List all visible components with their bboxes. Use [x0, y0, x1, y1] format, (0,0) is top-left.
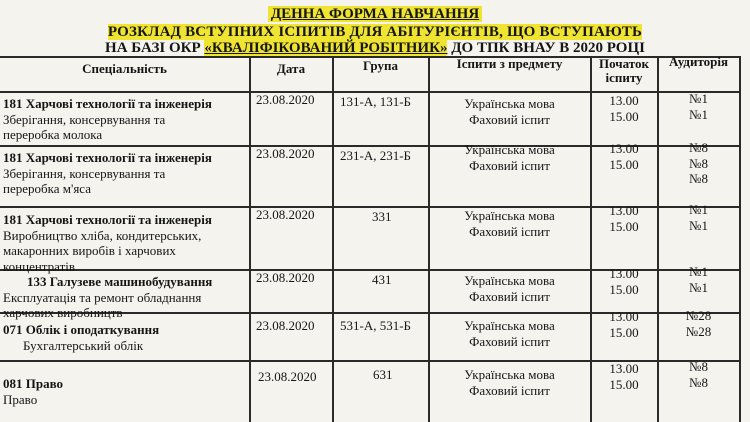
specialty-title: 181 Харчові технології та інженерія: [3, 212, 212, 227]
group-cell: 331: [372, 209, 392, 224]
time-item: 15.00: [609, 108, 639, 124]
exam-item: Українська мова: [464, 208, 555, 223]
specialty-title: 071 Облік і оподаткування: [3, 322, 160, 337]
room-item: №8: [689, 374, 708, 390]
room-item: №8: [689, 140, 708, 155]
exams-cell: [429, 367, 590, 398]
exam-item: Фаховий іспит: [469, 223, 550, 239]
time-item: 13.00: [609, 141, 639, 156]
room-cell: [658, 202, 739, 233]
specialty-line: Бухгалтерський облік: [23, 337, 144, 353]
table-rule: [739, 56, 741, 422]
date-cell: 23.08.2020: [256, 92, 315, 107]
date-cell: 23.08.2020: [256, 270, 315, 285]
room-cell: [658, 264, 739, 295]
specialty-line: Експлуатація та ремонт обладнання: [3, 289, 202, 305]
exam-item: Фаховий іспит: [469, 382, 550, 398]
column-header-group: Група: [362, 58, 398, 73]
time-item: 15.00: [609, 218, 639, 234]
room-item: №28: [685, 308, 712, 323]
column-header-exams: Іспити з предмету: [456, 56, 563, 71]
exam-item: Фаховий іспит: [469, 157, 550, 173]
table-rule: [249, 56, 251, 422]
exam-item: Українська мова: [464, 318, 555, 333]
specialty-line: харчових виробництв: [3, 305, 123, 320]
date-cell: 23.08.2020: [258, 369, 317, 384]
exam-item: Фаховий іспит: [469, 288, 550, 304]
specialty-cell: [3, 212, 212, 274]
specialty-title: 181 Харчові технології та інженерія: [3, 96, 212, 111]
exams-cell: [429, 318, 590, 349]
date-cell: 23.08.2020: [256, 318, 315, 333]
group-cell: 231-А, 231-Б: [340, 148, 412, 163]
specialty-line: макаронних виробів і харчових: [3, 243, 176, 258]
start-time-cell: [591, 266, 657, 297]
time-item: 15.00: [609, 324, 639, 340]
specialty-line: Право: [3, 391, 38, 407]
document-heading-form: ДЕННА ФОРМА НАВЧАННЯ: [0, 6, 750, 23]
start-time-cell: [591, 361, 657, 392]
exam-item: Українська мова: [464, 367, 555, 382]
group-cell: 431: [372, 272, 392, 287]
exam-item: Фаховий іспит: [469, 333, 550, 349]
exams-cell: [429, 208, 590, 239]
time-item: 13.00: [609, 309, 639, 324]
specialty-cell: [3, 150, 212, 197]
room-item: №1: [689, 91, 708, 106]
room-cell: [658, 91, 739, 122]
exams-cell: [429, 96, 590, 127]
exam-item: Українська мова: [464, 142, 555, 157]
column-header-start-line: Початок: [599, 56, 649, 71]
column-header-start: [591, 57, 657, 85]
column-header-specialty: Спеціальність: [82, 61, 167, 76]
document-heading-subtitle: НА БАЗІ ОКР «КВАЛІФІКОВАНИЙ РОБІТНИК» ДО ТПК ВНАУ В 2020 РОЦІ: [105, 40, 645, 56]
specialty-title: 181 Харчові технології та інженерія: [3, 150, 212, 165]
time-item: 15.00: [609, 376, 639, 392]
column-header-room: Аудиторія: [668, 54, 729, 69]
specialty-line: Виробництво хліба, кондитерських,: [3, 227, 202, 243]
room-cell: [658, 308, 739, 339]
room-cell: [658, 140, 739, 187]
start-time-cell: [591, 141, 657, 172]
column-header-date: Дата: [276, 61, 306, 76]
start-time-cell: [591, 93, 657, 124]
date-cell: 23.08.2020: [256, 207, 315, 222]
exam-item: Фаховий іспит: [469, 111, 550, 127]
time-item: 13.00: [609, 266, 639, 281]
specialty-line: Зберігання, консервування та: [3, 111, 166, 127]
date-cell: 23.08.2020: [256, 146, 315, 161]
room-item: №1: [689, 217, 708, 233]
document-heading-title: РОЗКЛАД ВСТУПНИХ ІСПИТІВ ДЛЯ АБІТУРІЄНТІВ, ЩО ВСТУПАЮТЬ: [107, 24, 643, 40]
exam-item: Українська мова: [464, 273, 555, 288]
room-item: №28: [685, 323, 712, 339]
specialty-title: 133 Галузеве машинобудування: [27, 274, 213, 289]
exam-item: Українська мова: [464, 96, 555, 111]
specialty-cell: [3, 96, 212, 143]
exams-cell: [429, 142, 590, 173]
room-item: №1: [689, 202, 708, 217]
time-item: 13.00: [609, 361, 639, 376]
room-item: №8: [689, 359, 708, 374]
specialty-line: концентратів: [3, 258, 76, 274]
specialty-line: переробка м'яса: [3, 181, 91, 196]
room-item: №8: [689, 171, 708, 186]
specialty-cell: [3, 274, 212, 321]
column-header-start-line: іспиту: [605, 70, 643, 85]
start-time-cell: [591, 309, 657, 340]
room-item: №1: [689, 279, 708, 295]
start-time-cell: [591, 203, 657, 234]
specialty-line: переробка молока: [3, 127, 103, 142]
specialty-title: 081 Право: [3, 376, 64, 391]
time-item: 13.00: [609, 93, 639, 108]
group-cell: 531-А, 531-Б: [340, 318, 412, 333]
specialty-line: Зберігання, консервування та: [3, 165, 166, 181]
time-item: 15.00: [609, 156, 639, 172]
specialty-cell: [3, 376, 63, 407]
specialty-cell: [3, 322, 159, 353]
time-item: 15.00: [609, 281, 639, 297]
exams-cell: [429, 273, 590, 304]
table-rule: [332, 56, 334, 422]
room-item: №1: [689, 264, 708, 279]
room-item: №8: [689, 155, 708, 171]
group-cell: 631: [373, 367, 393, 382]
time-item: 13.00: [609, 203, 639, 218]
room-item: №1: [689, 106, 708, 122]
group-cell: 131-А, 131-Б: [340, 94, 412, 109]
room-cell: [658, 359, 739, 390]
